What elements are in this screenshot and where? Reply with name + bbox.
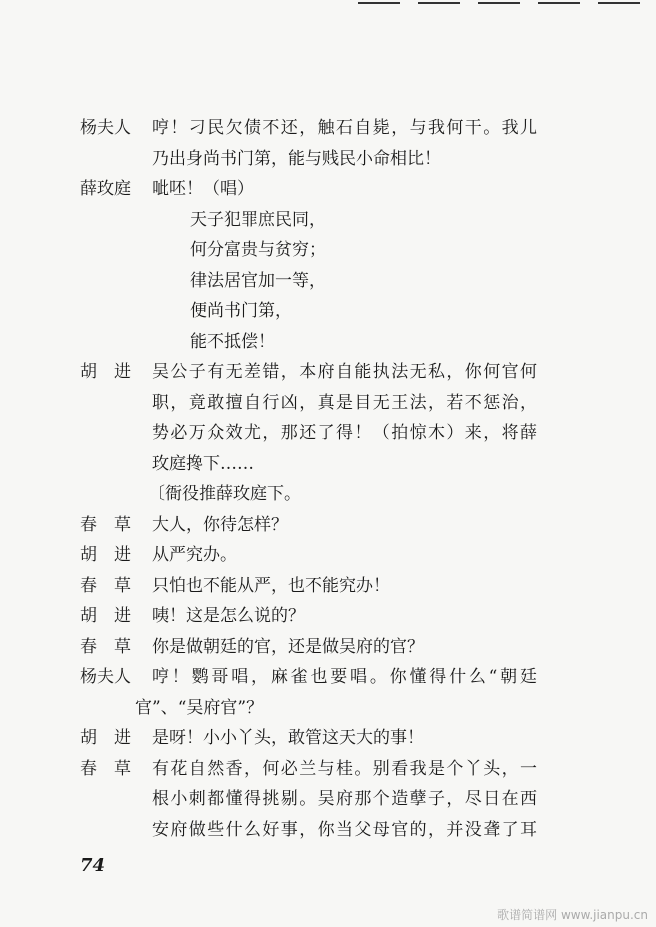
script-line	[0, 357, 656, 387]
script-line	[0, 296, 656, 326]
script-line	[0, 174, 656, 204]
script-line	[0, 418, 656, 448]
sung-verse: 能不抵偿！	[190, 331, 275, 352]
scan-mark	[358, 2, 400, 4]
script-line	[0, 632, 656, 662]
dialogue-text: 哼！鹦哥唱，麻雀也要唱。你懂得什么“朝廷	[152, 667, 537, 687]
speaker-name: 春草	[80, 575, 148, 596]
script-line	[0, 388, 656, 418]
dialogue-text: 官”、“吴府官”？	[135, 697, 264, 718]
script-line	[0, 723, 656, 753]
script-line	[0, 815, 656, 845]
script-line	[0, 235, 656, 265]
dialogue-text: 咦！这是怎么说的？	[152, 606, 305, 626]
sung-verse: 天子犯罪庶民同，	[190, 209, 326, 230]
page-number: 74	[80, 855, 106, 876]
dialogue-text: 安府做些什么好事，你当父母官的，并没聋了耳	[152, 819, 537, 840]
speaker-name: 杨夫人	[80, 118, 131, 138]
script-line	[0, 510, 656, 540]
speaker-name: 胡进	[80, 606, 148, 626]
script-line	[0, 754, 656, 784]
dialogue-text: 职，竟敢擅自行凶，真是目无王法，若不惩治，	[152, 392, 537, 413]
script-line	[0, 693, 656, 723]
dialogue-text: 是呀！小小丫头，敢管这天大的事！	[152, 728, 424, 748]
sung-verse: 何分富贵与贫穷；	[190, 240, 326, 260]
script-line	[0, 540, 656, 570]
dialogue-text: 有花自然香，何必兰与桂。别看我是个丫头，一	[152, 758, 537, 779]
dialogue-text: 你是做朝廷的官，还是做吴府的官？	[152, 636, 424, 657]
sung-verse: 便尚书门第，	[190, 301, 292, 321]
dialogue-text: 只怕也不能从严，也不能究办！	[152, 575, 390, 596]
sung-verse: 律法居官加一等，	[190, 270, 326, 291]
stage-direction: 〔衙役推薛玫庭下。	[148, 484, 301, 504]
speaker-name: 春草	[80, 514, 148, 535]
script-line	[0, 571, 656, 601]
script-line	[0, 479, 656, 509]
script-line	[0, 662, 656, 692]
script-line	[0, 205, 656, 235]
speaker-name: 胡进	[80, 545, 148, 565]
speaker-name: 杨夫人	[80, 667, 131, 687]
dialogue-text: 根小刺都懂得挑剔。吴府那个造孽子，尽日在西	[152, 789, 537, 809]
speaker-name: 春草	[80, 636, 148, 657]
dialogue-text: 玫庭搀下……	[152, 453, 254, 474]
speaker-name: 胡进	[80, 728, 148, 748]
script-line	[0, 449, 656, 479]
script-line	[0, 327, 656, 357]
script-line	[0, 784, 656, 814]
scan-mark	[478, 2, 520, 4]
script-line	[0, 266, 656, 296]
script-line	[0, 144, 656, 174]
script-line	[0, 113, 656, 143]
watermark: 歌谱简谱网 www.jianpu.cn	[497, 908, 648, 922]
scan-mark	[598, 2, 640, 4]
speaker-name: 春草	[80, 758, 148, 779]
dialogue-text: 吴公子有无差错，本府自能执法无私，你何官何	[152, 362, 537, 382]
speaker-name: 胡进	[80, 362, 148, 382]
dialogue-text: 呲呸！（唱）	[152, 179, 254, 199]
speaker-name: 薛玫庭	[80, 179, 131, 199]
dialogue-text: 乃出身尚书门第，能与贱民小命相比！	[152, 148, 441, 169]
scan-mark	[538, 2, 580, 4]
scan-mark	[418, 2, 460, 4]
dialogue-text: 大人，你待怎样？	[152, 514, 288, 535]
script-line	[0, 601, 656, 631]
dialogue-text: 势必万众效尤，那还了得！（拍惊木）来，将薛	[152, 423, 537, 443]
dialogue-text: 从严究办。	[152, 545, 237, 565]
dialogue-text: 哼！刁民欠债不还，触石自毙，与我何干。我儿	[152, 118, 537, 138]
